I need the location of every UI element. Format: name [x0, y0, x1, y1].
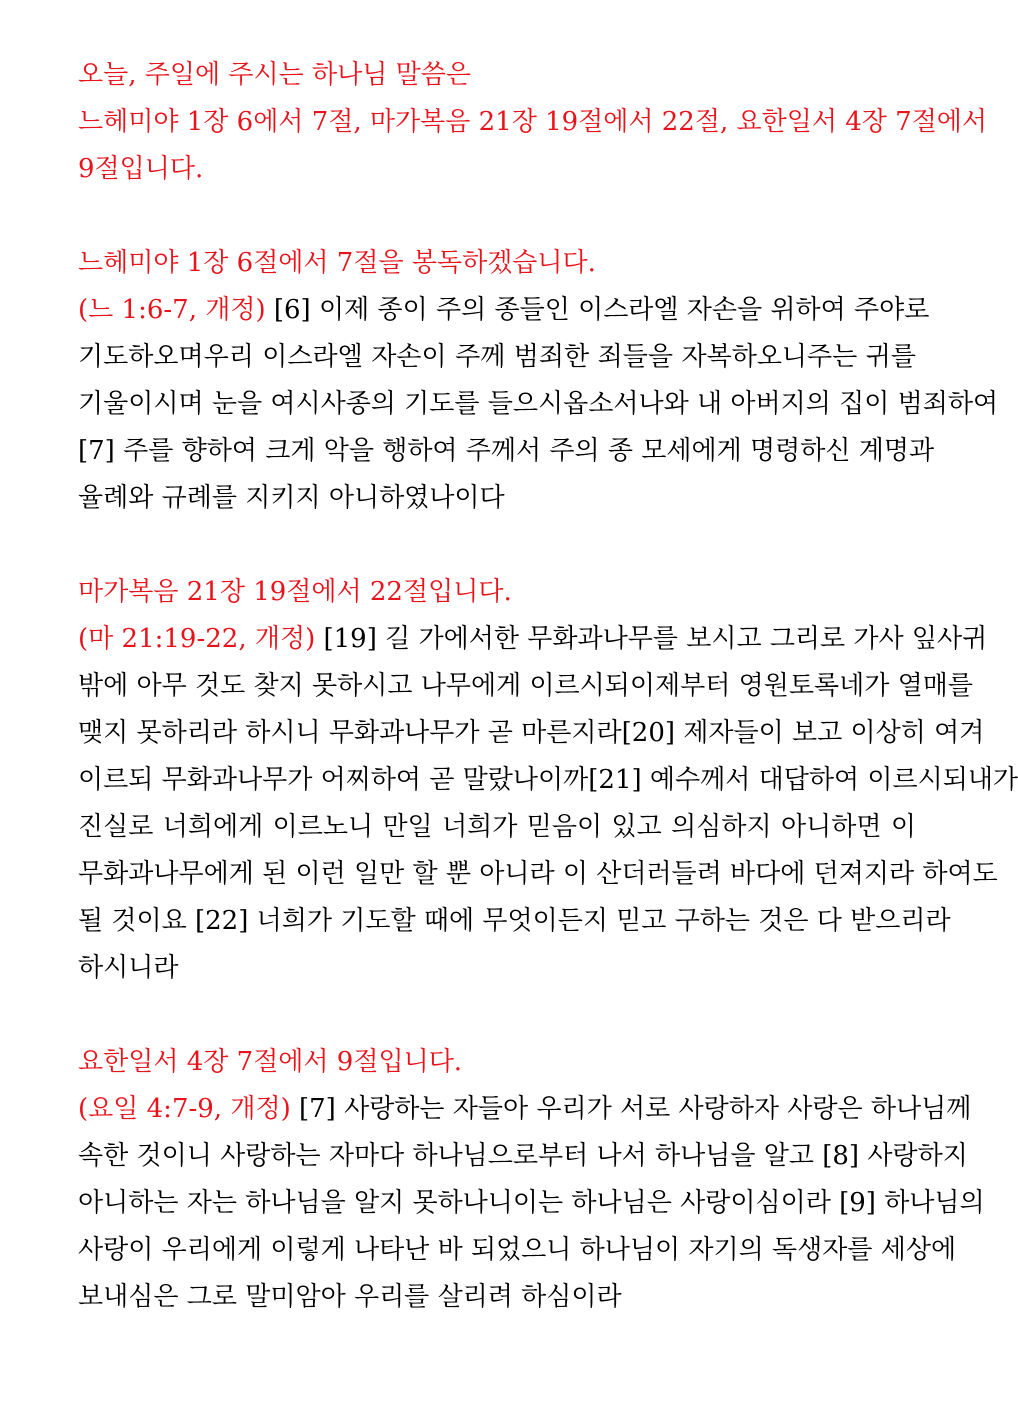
- verse-line: 속한 것이니 사랑하는 자마다 하나님으로부터 나서 하나님을 알고 [8] 사랑하지: [78, 1141, 968, 1171]
- verse-line: 무화과나무에게 된 이런 일만 할 뿐 아니라 이 산더러들려 바다에 던져지라 하여도: [78, 859, 998, 889]
- verse-line: 아니하는 자는 하나님을 알지 못하나니이는 하나님은 사랑이심이라 [9] 하나님의: [78, 1188, 985, 1218]
- verse-first-line: [78, 1086, 972, 1133]
- verse-reference: (요일 4:7-9, 개정): [78, 1094, 291, 1124]
- paragraph-gap: [78, 992, 916, 1039]
- verse-line: 될 것이요 [22] 너희가 기도할 때에 무엇이든지 믿고 구하는 것은 다 받으리라: [78, 906, 951, 936]
- section-heading: 마가복음 21장 19절에서 22절입니다.: [78, 577, 512, 607]
- verse-line: 진실로 너희에게 이르노니 만일 너희가 믿음이 있고 의심하지 아니하면 이: [78, 812, 916, 842]
- verse-first-line: [78, 616, 988, 663]
- verse-reference: (마 21:19-22, 개정): [78, 624, 316, 654]
- intro-line: 9절입니다.: [78, 154, 204, 184]
- verse-line: 율례와 규례를 지키지 아니하였나이다: [78, 483, 505, 513]
- intro-block: [78, 52, 988, 193]
- verse-line: [7] 주를 향하여 크게 악을 행하여 주께서 주의 종 모세에게 명령하신 계명과: [78, 436, 935, 466]
- verse-text: [6] 이제 종이 주의 종들인 이스라엘 자손을 위하여 주야로: [273, 295, 930, 325]
- scripture-section-1john: [78, 1039, 985, 1321]
- scripture-section-nehemiah: [78, 240, 999, 522]
- verse-line: 이르되 무화과나무가 어찌하여 곧 말랐나이까[21] 예수께서 대답하여 이르시되내가: [78, 765, 1018, 795]
- verse-line: 사랑이 우리에게 이렇게 나타난 바 되었으니 하나님이 자기의 독생자를 세상에: [78, 1235, 957, 1265]
- verse-first-line: [78, 287, 930, 334]
- intro-line: 오늘, 주일에 주시는 하나님 말씀은: [78, 60, 471, 90]
- verse-line: 기울이시며 눈을 여시사종의 기도를 들으시옵소서나와 내 아버지의 집이 범죄하여: [78, 389, 999, 419]
- section-heading: 느헤미야 1장 6절에서 7절을 봉독하겠습니다.: [78, 248, 596, 278]
- intro-line: 느헤미야 1장 6에서 7절, 마가복음 21장 19절에서 22절, 요한일서 4장 7절에서: [78, 107, 988, 137]
- paragraph-gap: [78, 522, 916, 569]
- verse-line: 밖에 아무 것도 찾지 못하시고 나무에게 이르시되이제부터 영원토록네가 열매를: [78, 671, 973, 701]
- verse-text: [7] 사랑하는 자들아 우리가 서로 사랑하자 사랑은 하나님께: [298, 1094, 972, 1124]
- verse-line: 기도하오며우리 이스라엘 자손이 주께 범죄한 죄들을 자복하오니주는 귀를: [78, 342, 916, 372]
- document-page: [78, 52, 1018, 1321]
- verse-line: 보내심은 그로 말미암아 우리를 살리려 하심이라: [78, 1282, 622, 1312]
- verse-reference: (느 1:6-7, 개정): [78, 295, 266, 325]
- section-heading: 요한일서 4장 7절에서 9절입니다.: [78, 1047, 463, 1077]
- paragraph-gap: [78, 193, 916, 240]
- verse-line: 하시니라: [78, 953, 179, 983]
- verse-text: [19] 길 가에서한 무화과나무를 보시고 그리로 가사 잎사귀: [323, 624, 988, 654]
- scripture-section-mark: [78, 569, 1018, 992]
- verse-line: 맺지 못하리라 하시니 무화과나무가 곧 마른지라[20] 제자들이 보고 이상히 여겨: [78, 718, 985, 748]
